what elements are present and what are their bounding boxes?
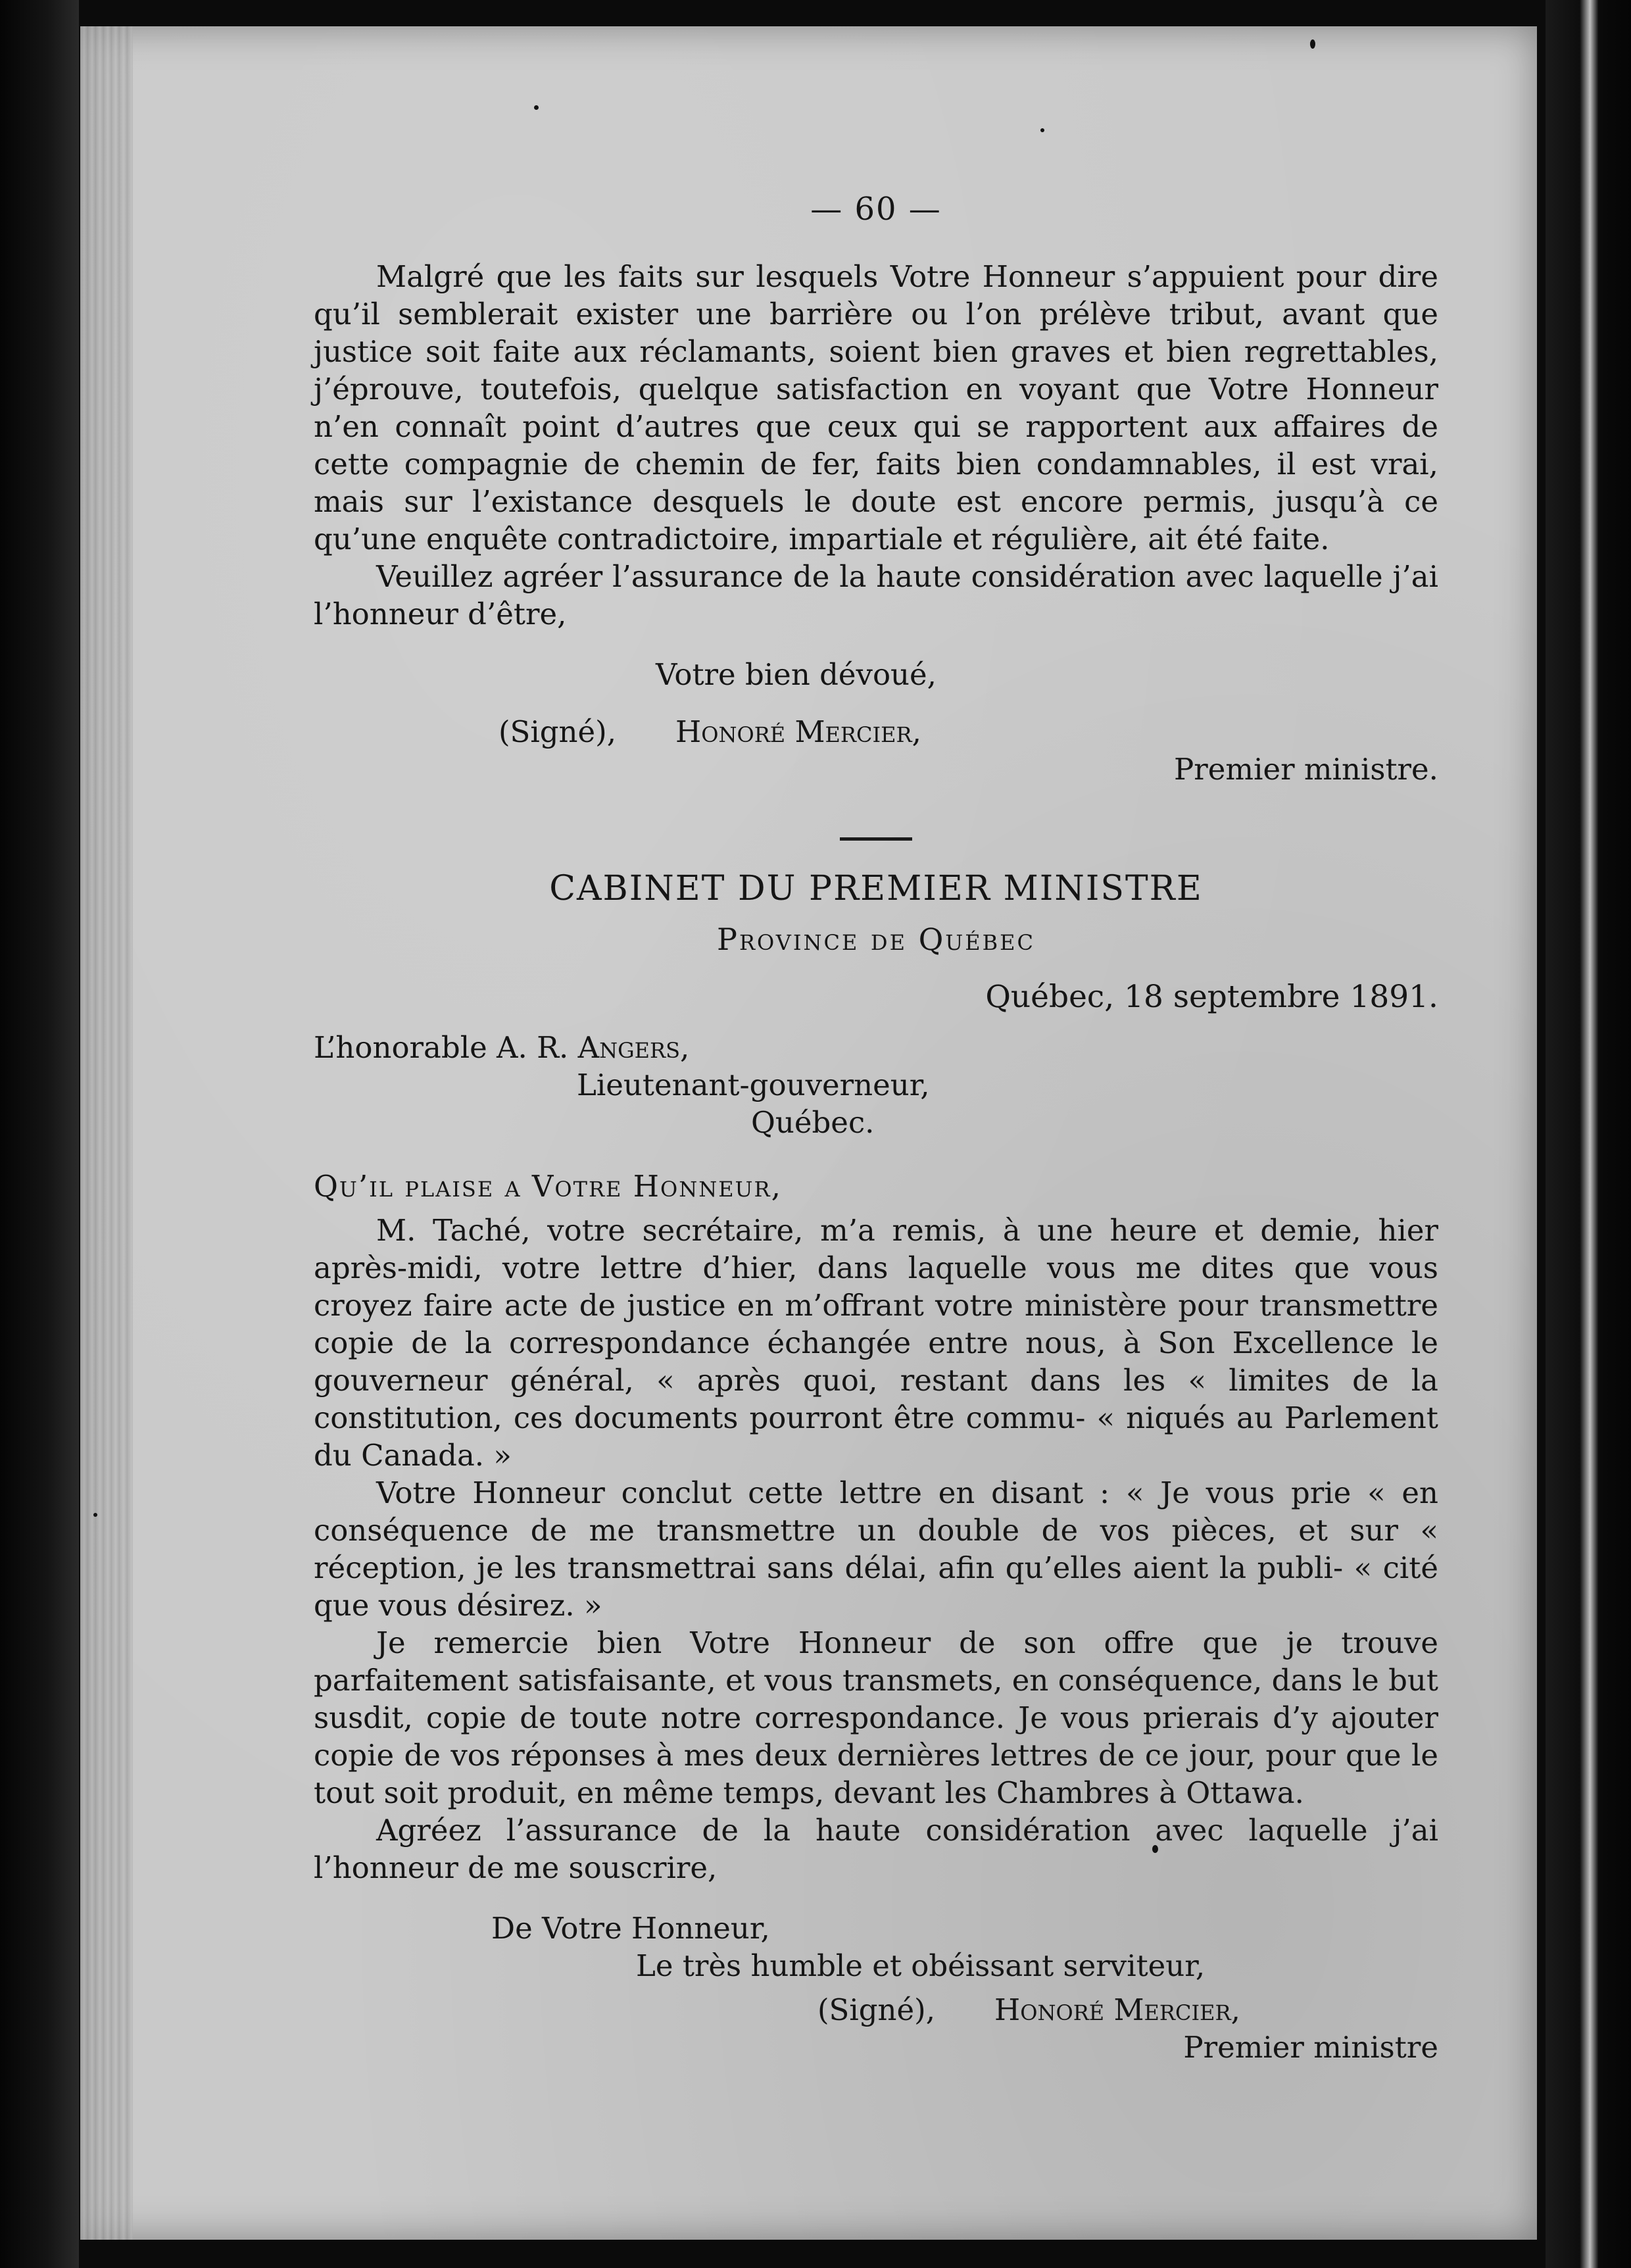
letter2-paragraph: Je remercie bien Votre Honneur de son offre que je trouve parfaitement satisfaisante, et vous transmets, en conséquence, dans le but susdit, copie de toute notre correspondance. Je vous prierais d’y ajouter copie de vos réponses à mes deux dernières lettres de ce jour, pour que le tout soit produit, en même temps, devant les Chambres à Ottawa.: [314, 1625, 1438, 1810]
letter2-signer-name: Honoré Mercier,: [994, 1992, 1240, 2027]
letter2-address-line2: Lieutenant-gouverneur,: [577, 1068, 930, 1102]
letter2-paragraph: Agréez l’assurance de la haute considération avec laquelle j’ai l’honneur de me souscrire,: [314, 1813, 1438, 1885]
letter2-paragraph: M. Taché, votre secrétaire, m’a remis, à une heure et demie, hier après-midi, votre lettre d’hier, dans laquelle vous me dites que vous croyez faire acte de justice en m’offrant votre ministère pour transmettre copie de la correspondance échangée entre nous, à Son Excellence le gouverneur général, « après quoi, restant dans les « limites de la constitution, ces documents pourront être commu- « niqués au Parlement du Canada. »: [314, 1213, 1438, 1473]
address-prefix: L’honorable A. R.: [314, 1030, 569, 1065]
letter1-signer-title: Premier ministre.: [1174, 752, 1438, 787]
letter1-signature-row: [314, 713, 1438, 751]
scan-speck: [93, 1513, 97, 1517]
letter2-salutation: Qu’il plaise a Votre Honneur,: [314, 1169, 782, 1204]
letter2-subheading: Province de Québec: [717, 922, 1035, 957]
document-page: [80, 26, 1537, 2240]
scan-speck: [1040, 128, 1044, 132]
letter2-address-line1: [314, 1029, 1438, 1066]
letter1-paragraph: Malgré que les faits sur lesquels Votre Honneur s’appuient pour dire qu’il semblerait exister une barrière ou l’on prélève tribut, avant que justice soit faite aux réclamants, soient bien graves et bien regrettables, j’éprouve, toutefois, quelque satisfaction en voyant que Votre Honneur n’en connaît point d’autres que ceux qui se rapportent aux affaires de cette compagnie de chemin de fer, faits bien condamnables, il est vrai, mais sur l’existance desquels le doute est encore permis, jusqu’à ce qu’une enquête contradictoire, impartiale et régulière, ait été faite.: [314, 259, 1438, 556]
scan-speck: [1310, 39, 1315, 49]
letter2-closing1: De Votre Honneur,: [491, 1911, 770, 1946]
page-stack-edge: [80, 26, 133, 2240]
letter2-signer-title: Premier ministre: [1183, 2030, 1438, 2065]
letter2-address-line3: Québec.: [751, 1105, 875, 1140]
letter1-closing: Votre bien dévoué,: [656, 657, 937, 692]
letter2-heading: CABINET DU PREMIER MINISTRE: [549, 869, 1203, 908]
document-text: [314, 191, 1438, 2066]
section-divider: [840, 837, 912, 841]
address-name: Angers,: [577, 1030, 690, 1065]
letter2-date: Québec, 18 septembre 1891.: [985, 979, 1438, 1015]
letter1-paragraph: Veuillez agréer l’assurance de la haute considération avec laquelle j’ai l’honneur d’être,: [314, 559, 1438, 631]
letter2-paragraph: Votre Honneur conclut cette lettre en disant : « Je vous prie « en conséquence de me transmettre un double de vos pièces, et sur « réception, je les transmettrai sans délai, afin qu’elles aient la publi- « cité que vous désirez. »: [314, 1475, 1438, 1623]
letter2-closing2: Le très humble et obéissant serviteur,: [636, 1948, 1205, 1983]
scan-speck: [534, 105, 539, 110]
letter2-signature-row: [314, 1991, 1438, 2029]
page-number: — 60 —: [810, 191, 942, 228]
letter2-signed: (Signé),: [817, 1992, 935, 2027]
letter1-signer-name: Honoré Mercier,: [675, 714, 921, 749]
scan-left-border: [0, 0, 79, 2268]
scan-right-border: [1546, 0, 1631, 2268]
letter1-signed: (Signé),: [498, 714, 616, 749]
